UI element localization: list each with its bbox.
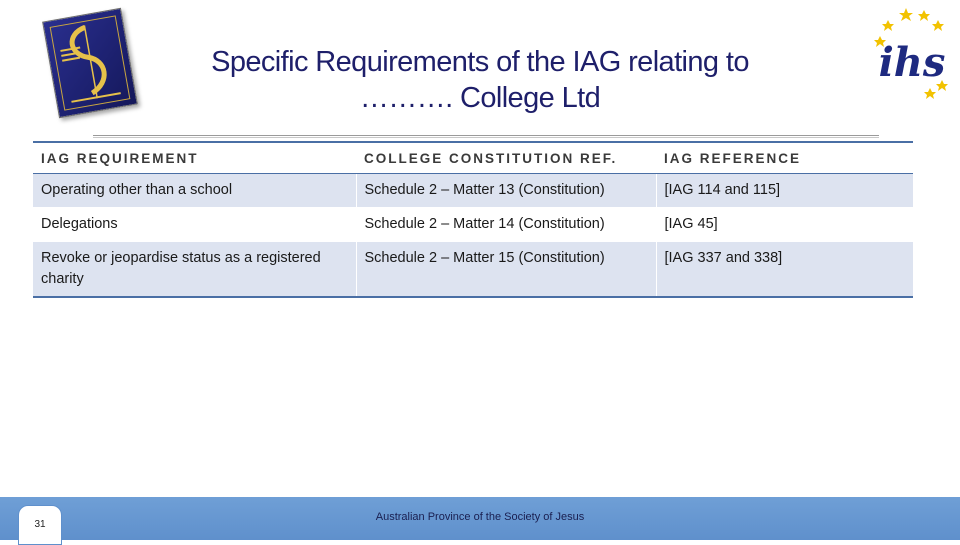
requirements-table	[33, 141, 913, 298]
title-line-1: Specific Requirements of the IAG relating to	[211, 46, 749, 78]
cell-requirement: Delegations	[41, 216, 118, 232]
table-header-row	[33, 142, 913, 174]
page-title	[120, 44, 840, 116]
cell-constitution-ref: Schedule 2 – Matter 13 (Constitution)	[356, 174, 656, 208]
header-iag-requirement: IAG REQUIREMENT	[33, 142, 356, 174]
cell-constitution-ref: Schedule 2 – Matter 14 (Constitution)	[356, 208, 656, 242]
page-number: 31	[18, 505, 62, 545]
title-divider-secondary	[93, 137, 879, 138]
table-row	[33, 242, 913, 298]
cell-requirement: Operating other than a school	[33, 174, 356, 208]
header-constitution-ref: COLLEGE CONSTITUTION REF.	[356, 142, 656, 174]
footer-text: Australian Province of the Society of Jesus	[375, 511, 585, 523]
table-row	[33, 208, 913, 242]
cell-iag-reference: [IAG 337 and 338]	[656, 242, 913, 298]
cell-iag-reference: [IAG 45]	[656, 208, 913, 242]
header-iag-reference: IAG REFERENCE	[656, 142, 913, 174]
ihs-logo	[872, 6, 952, 100]
logo-text: ihs	[878, 39, 946, 86]
title-divider	[93, 135, 879, 136]
title-line-2: ………. College Ltd	[359, 82, 601, 114]
table-row	[33, 174, 913, 208]
cell-iag-reference: [IAG 114 and 115]	[656, 174, 913, 208]
cell-constitution-ref: Schedule 2 – Matter 15 (Constitution)	[356, 242, 656, 298]
footer-bar	[0, 497, 960, 540]
cell-requirement: Revoke or jeopardise status as a registered charity	[33, 242, 356, 298]
